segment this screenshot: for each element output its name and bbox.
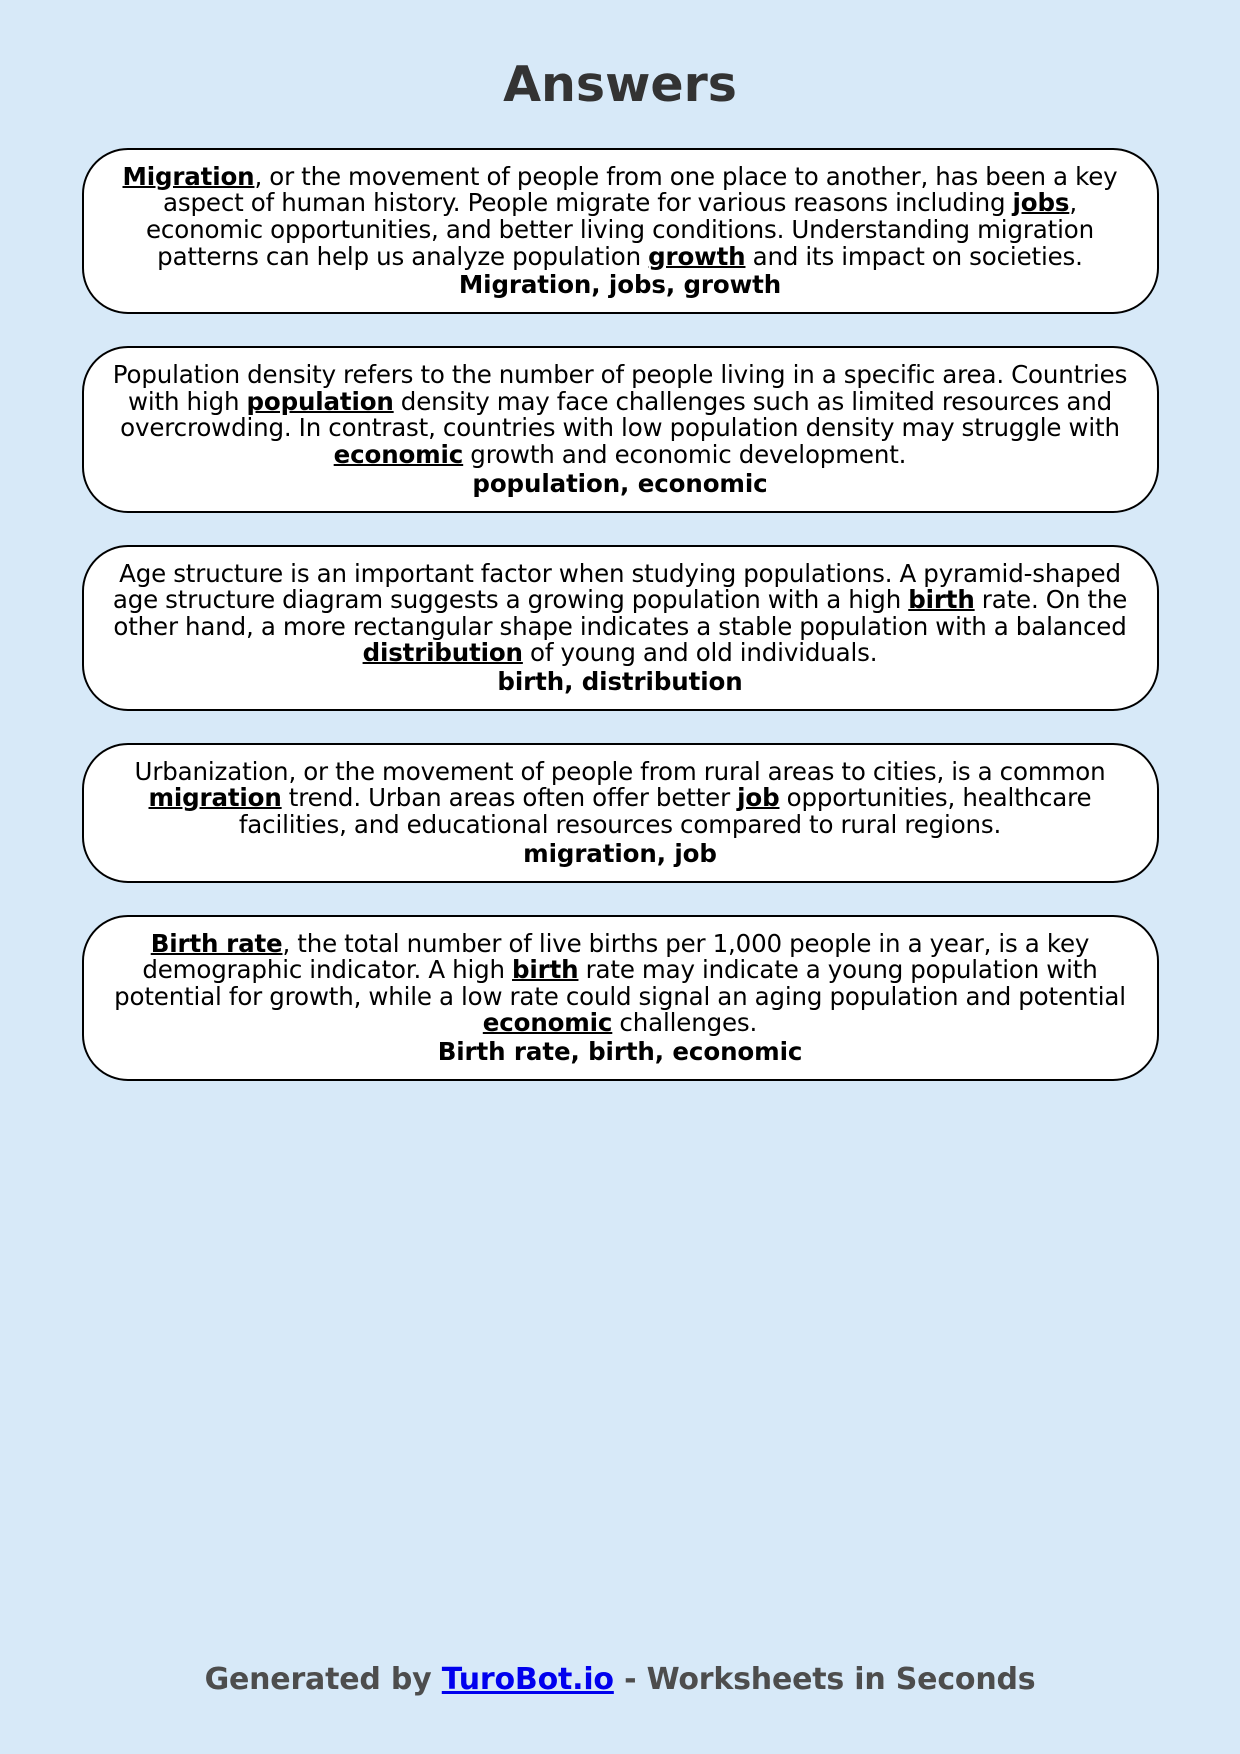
keyword: Migration bbox=[122, 161, 255, 191]
answer-paragraph: Population density refers to the number of people living in a specific area. Countries with high population density may face challenges such as limited resources and overcrowding. In contrast, countries with low population density may struggle with economic growth and economic development. bbox=[112, 360, 1128, 469]
answer-key: migration, job bbox=[523, 838, 717, 868]
keyword: population bbox=[246, 386, 394, 416]
answer-box bbox=[82, 346, 1159, 512]
answer-key: birth, distribution bbox=[497, 666, 743, 696]
answer-box bbox=[82, 148, 1159, 314]
answer-paragraph: Age structure is an important factor when studying populations. A pyramid-shaped age structure diagram suggests a growing population with a high birth rate. On the other hand, a more rectangular shape indicates a stable population with a balanced distribution of young and old individuals. bbox=[112, 558, 1128, 668]
answer-paragraph: Migration, or the movement of people from one place to another, has been a key aspect of human history. People migrate for various reasons including jobs, economic opportunities, and better living conditions. Understanding migration patterns can help us analyze population growth and its impact on societies. bbox=[122, 161, 1118, 271]
answer-paragraph: Urbanization, or the movement of people from rural areas to cities, is a common migration trend. Urban areas often offer better job opportunities, healthcare facilities, and educational resources compared to rural regions. bbox=[134, 756, 1106, 839]
keyword: economic bbox=[482, 1008, 613, 1038]
answer-box bbox=[82, 743, 1159, 883]
keyword: migration bbox=[148, 783, 282, 813]
answer-paragraph: Birth rate, the total number of live births per 1,000 people in a year, is a key demographic indicator. A high birth rate may indicate a young population with potential for growth, while a low rate could signal an aging population and potential economic challenges. bbox=[114, 928, 1126, 1038]
keyword: economic bbox=[333, 439, 464, 469]
answer-box bbox=[82, 545, 1159, 711]
footer bbox=[0, 1662, 1240, 1697]
answer-box bbox=[82, 915, 1159, 1081]
page-title: Answers bbox=[503, 56, 737, 113]
keyword: birth bbox=[512, 955, 579, 985]
answers-list bbox=[0, 148, 1240, 1081]
keyword: growth bbox=[648, 241, 746, 271]
answer-key: Migration, jobs, growth bbox=[458, 270, 782, 300]
keyword: jobs bbox=[1012, 188, 1070, 218]
footer-prefix: Generated by bbox=[204, 1662, 442, 1697]
keyword: birth bbox=[908, 585, 975, 615]
answer-key: Birth rate, birth, economic bbox=[437, 1036, 803, 1066]
keyword: Birth rate bbox=[150, 928, 283, 958]
keyword: distribution bbox=[362, 638, 523, 668]
turobot-link[interactable]: TuroBot.io bbox=[441, 1662, 614, 1697]
footer-suffix: - Worksheets in Seconds bbox=[613, 1662, 1036, 1697]
answer-key: population, economic bbox=[472, 468, 768, 498]
keyword: job bbox=[737, 783, 780, 813]
